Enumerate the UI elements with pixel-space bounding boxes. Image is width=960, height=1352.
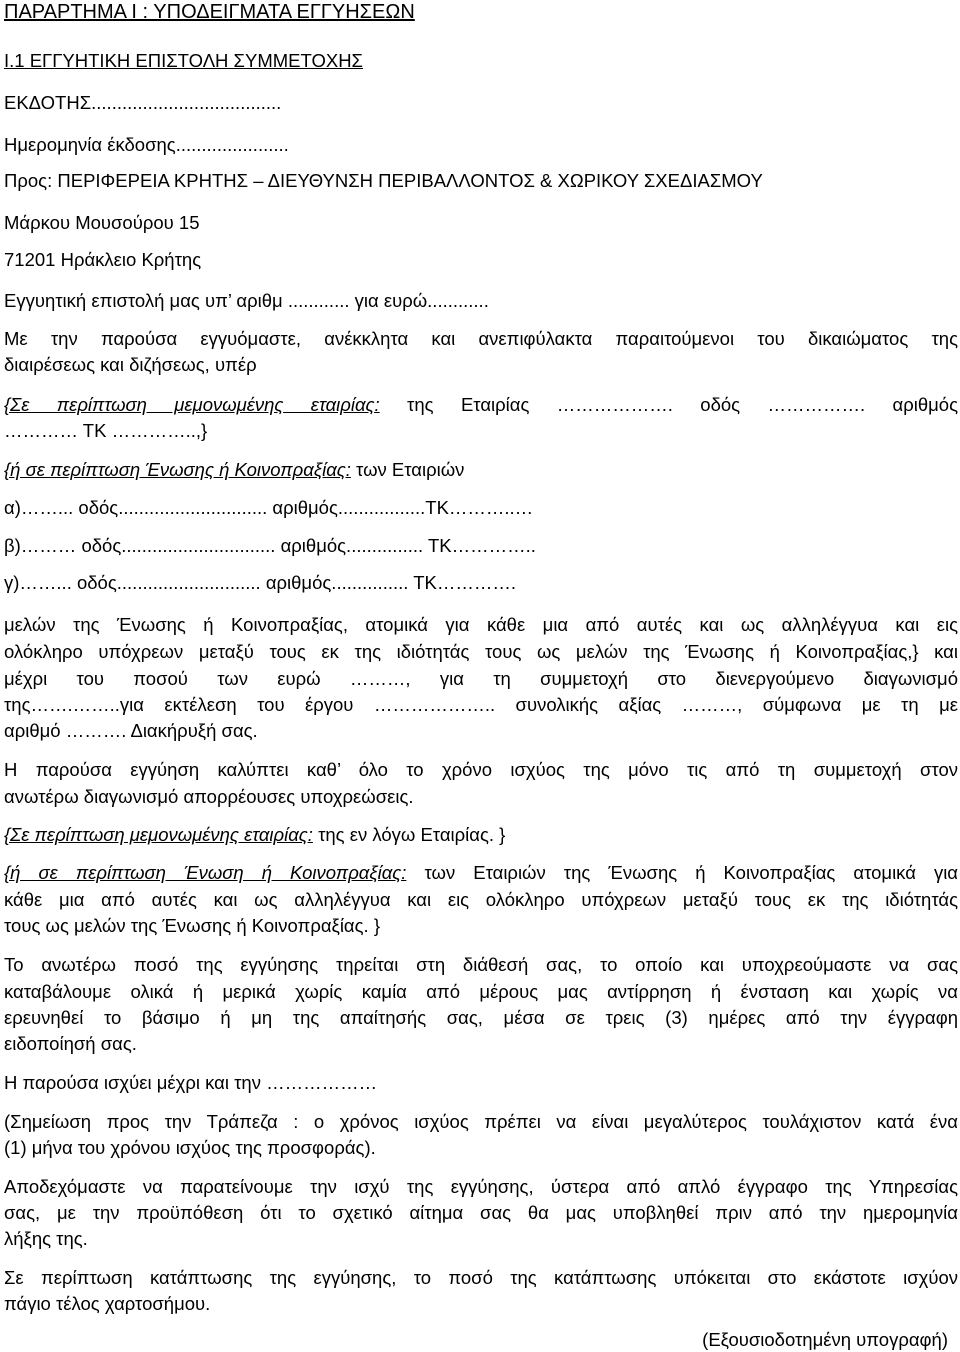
issuer-line: ΕΚΔΟΤΗΣ.....................................: [4, 92, 282, 113]
recipient-line: Προς: ΠΕΡΙΦΕΡΕΙΑ ΚΡΗΤΗΣ – ΔΙΕΥΘΥΝΣΗ ΠΕΡΙΒΑΛΛΟΝΤΟΣ & ΧΩΡΙΚΟΥ ΣΧΕΔΙΑΣΜΟΥ: [4, 170, 763, 191]
joint-venture-clause: [4, 862, 958, 884]
page-heading: ΠΑΡΑΡΤΗΜΑ Ι : ΥΠΟΔΕΙΓΜΑΤΑ ΕΓΓΥΗΣΕΩΝ: [4, 1, 415, 23]
letter-reference: Εγγυητική επιστολή μας υπ’ αριθμ ............ για ευρώ............: [4, 290, 489, 311]
recipient-city: 71201 Ηράκλειο Κρήτης: [4, 249, 202, 270]
paragraph-line: (1) μήνα του χρόνου ισχύος της προσφοράς).: [4, 1137, 376, 1158]
issue-date-line: Ημερομηνία έκδοσης......................: [4, 134, 289, 155]
paragraph-line: λήξης της.: [4, 1228, 88, 1249]
member-b: β)……… οδός.............................. αριθμός............... ΤΚ…………..: [4, 535, 536, 556]
member-c: γ)……... οδός............................ αριθμός............... ΤΚ………….: [4, 572, 516, 593]
paragraph-line: καταβάλουμε ολικά ή μερικά χωρίς καμία από μέρους μας αντίρρηση ή ένσταση και χωρίς να: [4, 981, 958, 1002]
paragraph-line: ειδοποίησή σας.: [4, 1033, 137, 1054]
paragraph-line: μελών της Ένωσης ή Κοινοπραξίας, ατομικά για κάθε μια από αυτές και ως αλληλέγγυα και εις: [4, 614, 958, 635]
joint-venture-line: [4, 459, 464, 481]
single-company-clause-rest: της εν λόγω Εταιρίας. }: [318, 824, 506, 845]
single-company-label: {Σε περίπτωση μεμονωμένης εταιρίας:: [4, 394, 380, 415]
paragraph-line: της…….……..για εκτέλεση του έργου ……………….. συνολικής αξίας ………, σύμφωνα με τη με: [4, 694, 958, 715]
paragraph-line: Αποδεχόμαστε να παρατείνουμε την ισχύ της εγγύησης, ύστερα από απλό έγγραφο της Υπηρεσίας: [4, 1176, 958, 1197]
single-company-line: [4, 394, 958, 416]
member-a: α)……... οδός............................. αριθμός.................ΤΚ………..…: [4, 497, 534, 518]
paragraph-line: αριθμό ………. Διακήρυξή σας.: [4, 720, 258, 741]
joint-venture-clause-rest: των Εταιριών της Ένωσης ή Κοινοπραξίας ατομικά για: [424, 862, 958, 883]
paragraph-line: (Σημείωση προς την Τράπεζα : ο χρόνος ισχύος πρέπει να είναι μεγαλύτερος τουλάχιστον κατά ένα: [4, 1111, 958, 1132]
single-company-label: {Σε περίπτωση μεμονωμένης εταιρίας:: [4, 824, 313, 845]
paragraph-line: πάγιο τέλος χαρτοσήμου.: [4, 1293, 211, 1314]
validity-line: Η παρούσα ισχύει μέχρι και την ………………: [4, 1072, 378, 1093]
paragraph-line: μέχρι του ποσού των ευρώ ………, για τη συμμετοχή στο διενεργούμενο διαγωνισμό: [4, 668, 958, 689]
joint-venture-label: {ή σε περίπτωση Ένωση ή Κοινοπραξίας:: [4, 862, 407, 883]
paragraph-line: τους ως μελών της Ένωσης ή Κοινοπραξίας. }: [4, 915, 380, 936]
paragraph-line: Σε περίπτωση κατάπτωσης της εγγύησης, το ποσό της κατάπτωσης υπόκειται στο εκάστοτε ισχύον: [4, 1267, 958, 1288]
paragraph-line: διαιρέσεως και διζήσεως, υπέρ: [4, 354, 257, 375]
section-heading: Ι.1 ΕΓΓΥΗΤΙΚΗ ΕΠΙΣΤΟΛΗ ΣΥΜΜΕΤΟΧΗΣ: [4, 50, 363, 71]
single-company-line-2: ………… ΤΚ …………..,}: [4, 420, 208, 441]
paragraph-line: ανωτέρω διαγωνισμό απορρέουσες υποχρεώσεις.: [4, 786, 414, 807]
joint-venture-label: {ή σε περίπτωση Ένωσης ή Κοινοπραξίας:: [4, 459, 351, 480]
paragraph-line: κάθε μια από αυτές και ως αλληλέγγυα και εις ολόκληρο υπόχρεων μεταξύ τους εκ της ιδιότητάς: [4, 889, 958, 910]
signature-line: (Εξουσιοδοτημένη υπογραφή): [702, 1329, 948, 1350]
paragraph-line: Με την παρούσα εγγυόμαστε, ανέκκλητα και ανεπιφύλακτα παραιτούμενοι του δικαιώματος της: [4, 328, 958, 349]
paragraph-line: σας, με την προϋπόθεση ότι το σχετικό αίτημα σας θα μας υποβληθεί πριν από την ημερομηνία: [4, 1202, 958, 1223]
single-company-rest: της Εταιρίας ………………. οδός ……………. αριθμός: [407, 394, 958, 415]
single-company-clause: [4, 824, 505, 846]
paragraph-line: ερευνηθεί το βάσιμο ή μη της απαίτησής σας, μέσα σε τρεις (3) ημέρες από την έγγραφη: [4, 1007, 958, 1028]
paragraph-line: Η παρούσα εγγύηση καλύπτει καθ’ όλο το χρόνο ισχύος της μόνο τις από τη συμμετοχή στον: [4, 759, 958, 780]
paragraph-line: Το ανωτέρω ποσό της εγγύησης τηρείται στη διάθεσή σας, το οποίο και υποχρεούμαστε να σας: [4, 954, 958, 975]
recipient-street: Μάρκου Μουσούρου 15: [4, 212, 200, 233]
paragraph-line: ολόκληρο υπόχρεων μεταξύ τους εκ της ιδιότητάς τους ως μελών της Ένωσης ή Κοινοπραξίας,} και: [4, 641, 958, 662]
joint-venture-rest: των Εταιριών: [356, 459, 465, 480]
